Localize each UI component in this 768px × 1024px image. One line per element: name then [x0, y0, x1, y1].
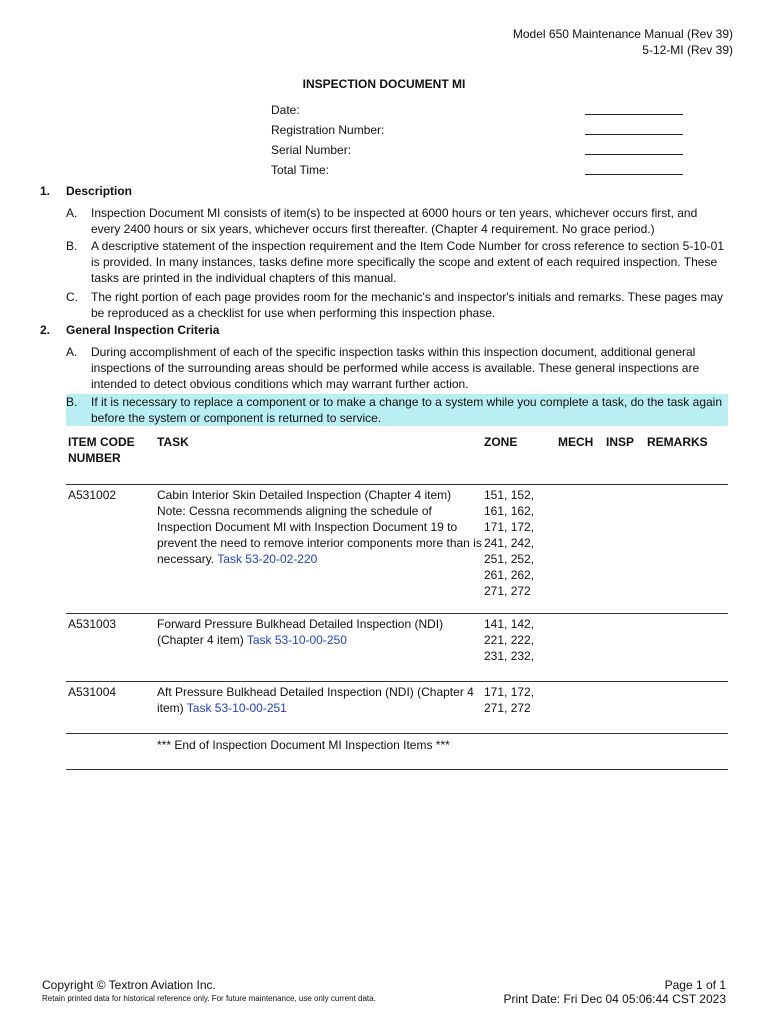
item-code: A531002 [68, 488, 117, 502]
print-date: Print Date: Fri Dec 04 05:06:44 CST 2023 [503, 992, 726, 1006]
zone-line: 251, 252, [484, 552, 535, 566]
header-remarks: REMARKS [647, 435, 708, 449]
zone-cell [484, 684, 544, 716]
zone-line: 271, 272 [484, 701, 531, 715]
footer-left [42, 978, 376, 1006]
item-letter: A. [66, 345, 78, 359]
table-header [68, 434, 728, 468]
header-insp: INSP [606, 435, 635, 449]
item-code: A531003 [68, 617, 117, 631]
field-label: Registration Number: [271, 123, 385, 137]
zone-line: 171, 172, [484, 685, 535, 699]
item-letter: C. [66, 290, 78, 304]
field-label: Date: [271, 103, 300, 117]
item-text: Inspection Document MI consists of item(s) to be inspected at 6000 hours or ten years, whichever occurs first, and every 2400 hours or six years, whichever occurs first thereafter. (Chapter 4 requirement. No grace period.) [91, 206, 698, 236]
list-item [66, 289, 728, 321]
section-id: 5-12-MI (Rev 39) [642, 43, 733, 57]
item-text: The right portion of each page provides room for the mechanic's and inspector's initials and remarks. These pages may be reproduced as a checklist for use when performing this inspection phase. [91, 290, 724, 320]
zone-cell [484, 487, 544, 599]
field-serial-number [271, 142, 683, 162]
manual-title: Model 650 Maintenance Manual (Rev 39) [512, 27, 733, 41]
task-cell [157, 684, 482, 716]
field-blank[interactable] [585, 102, 683, 115]
section-number: 1. [40, 184, 51, 198]
field-label: Total Time: [271, 163, 330, 177]
table-divider [66, 681, 728, 682]
section-title: General Inspection Criteria [66, 323, 220, 337]
task-link[interactable]: Task 53-20-02-220 [217, 552, 318, 566]
zone-line: 241, 242, [484, 536, 535, 550]
zone-line: 151, 152, [484, 488, 535, 502]
field-registration-number [271, 122, 683, 142]
item-letter: A. [66, 206, 78, 220]
zone-line: 221, 222, [484, 633, 535, 647]
field-date [271, 102, 683, 122]
table-divider [66, 769, 728, 770]
page-number: Page 1 of 1 [664, 978, 726, 992]
task-text: Forward Pressure Bulkhead Detailed Inspection (NDI) (Chapter 4 item) [157, 617, 444, 647]
task-cell [157, 487, 482, 567]
zone-cell [484, 616, 544, 664]
item-text: If it is necessary to replace a component or to make a change to a system while you complete a task, do the task again before the system or component is returned to service. [91, 395, 723, 425]
field-total-time [271, 162, 683, 182]
task-text: Cabin Interior Skin Detailed Inspection (Chapter 4 item) Note: Cessna recommends aligning the schedule of Inspection Document MI with Inspection Document 19 to prevent the need to remove interior components more than is necessary. [157, 488, 482, 566]
item-letter: B. [66, 395, 78, 409]
zone-line: 141, 142, [484, 617, 535, 631]
item-code: A531004 [68, 685, 117, 699]
end-note: *** End of Inspection Document MI Inspection Items *** [157, 738, 450, 752]
header-item-code [68, 434, 135, 466]
list-item [66, 238, 728, 286]
zone-line: 261, 262, [484, 568, 535, 582]
header-task: TASK [157, 435, 189, 449]
field-blank[interactable] [585, 162, 683, 175]
item-letter: B. [66, 239, 78, 253]
header-item-code-line1: ITEM CODE [68, 435, 135, 449]
field-blank[interactable] [585, 122, 683, 135]
field-label: Serial Number: [271, 143, 352, 157]
list-item [66, 344, 728, 392]
header-mech: MECH [558, 435, 594, 449]
task-cell [157, 616, 482, 648]
task-link[interactable]: Task 53-10-00-250 [246, 633, 347, 647]
section-number: 2. [40, 323, 51, 337]
header-zone: ZONE [484, 435, 518, 449]
table-divider [66, 484, 728, 485]
document-title: INSPECTION DOCUMENT MI [302, 77, 466, 91]
page-header [513, 26, 733, 58]
task-link[interactable]: Task 53-10-00-251 [186, 701, 287, 715]
table-divider [66, 733, 728, 734]
task-text: Aft Pressure Bulkhead Detailed Inspection (NDI) (Chapter 4 item) [157, 685, 474, 715]
copyright: Copyright © Textron Aviation Inc. [42, 978, 216, 992]
field-blank[interactable] [585, 142, 683, 155]
zone-line: 271, 272 [484, 584, 531, 598]
highlighted-list-item [66, 394, 728, 426]
section-heading [40, 184, 132, 198]
footer-right [503, 978, 726, 1006]
section-heading [40, 323, 219, 337]
record-fields [271, 102, 683, 182]
zone-line: 171, 172, [484, 520, 535, 534]
zone-line: 231, 232, [484, 649, 535, 663]
section-title: Description [66, 184, 133, 198]
zone-line: 161, 162, [484, 504, 535, 518]
list-item [66, 205, 728, 237]
header-item-code-line2: NUMBER [68, 451, 121, 465]
table-divider [66, 613, 728, 614]
disclaimer: Retain printed data for historical reference only. For future maintenance, use only current data. [42, 994, 376, 1003]
item-text: During accomplishment of each of the specific inspection tasks within this inspection document, additional general inspections of the surrounding areas should be performed while access is available. These general inspections are intended to detect obvious conditions which may warrant further action. [91, 345, 700, 391]
item-text: A descriptive statement of the inspection requirement and the Item Code Number for cross reference to section 5-10-01 is provided. In many instances, tasks define more specifically the scope and extent of each required inspection. These tasks are printed in the individual chapters of this manual. [91, 239, 724, 285]
